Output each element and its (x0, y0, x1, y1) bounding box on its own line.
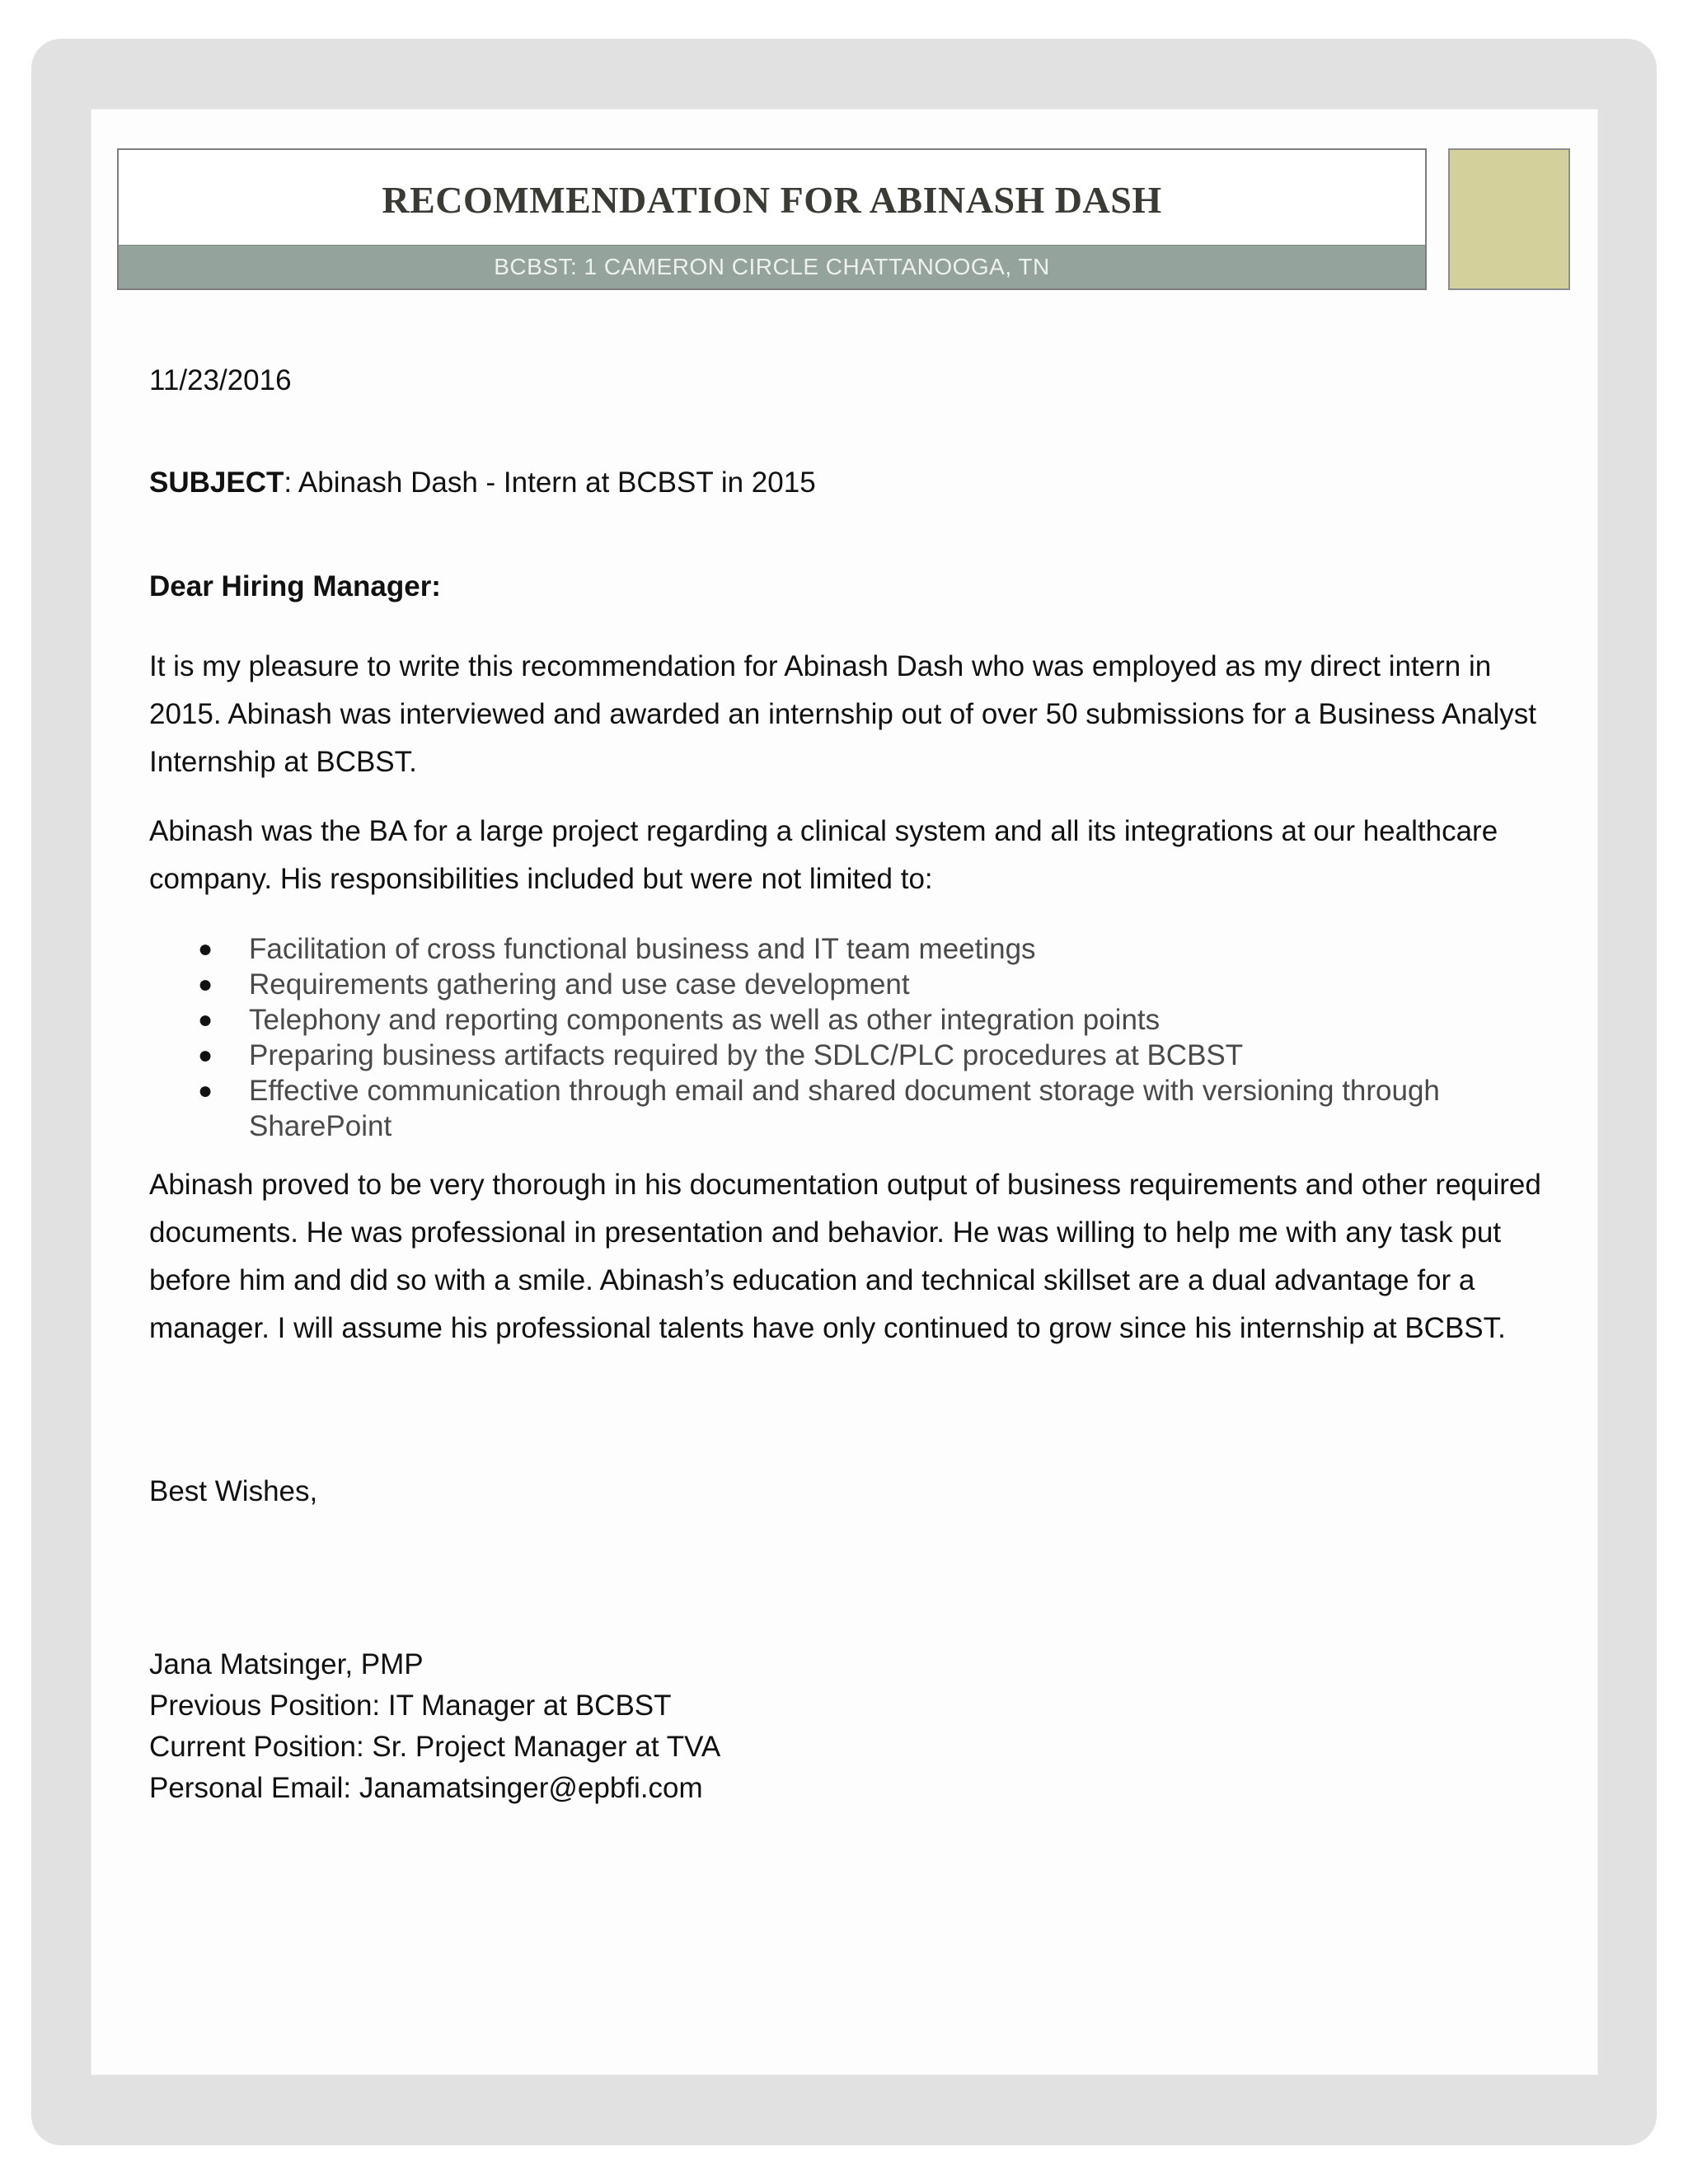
document-title: RECOMMENDATION FOR ABINASH DASH (382, 179, 1162, 221)
letter-date: 11/23/2016 (149, 364, 292, 396)
list-item (198, 1002, 1484, 1038)
list-item-text: Requirements gathering and use case development (249, 968, 910, 1001)
list-item (198, 967, 1484, 1002)
bullet-icon: ● (198, 1006, 213, 1033)
list-item-text: Telephony and reporting components as well as other integration points (249, 1004, 1160, 1036)
current-position: Current Position: Sr. Project Manager at TVA (149, 1731, 721, 1763)
responsibilities-list (198, 931, 1484, 1144)
subject-line (149, 459, 816, 507)
list-item-text: Preparing business artifacts required by the SDLC/PLC procedures at BCBST (249, 1039, 1244, 1071)
bullet-icon: ● (198, 1042, 213, 1069)
signer-name: Jana Matsinger, PMP (149, 1648, 424, 1680)
subject-text: : Abinash Dash - Intern at BCBST in 2015 (284, 466, 816, 499)
body-paragraph-3: Abinash proved to be very thorough in his documentation output of business requirements and other required documents. He was professional in presentation and behavior. He was willing to help me with any task put before him and did so with a smile. Abinash’s education and technical skillset are a dual advantage for a manager. I will assume his professional talents have only continued to grow since his internship at BCBST. (149, 1169, 1541, 1344)
signature-block (149, 1644, 720, 1809)
list-item (198, 931, 1484, 967)
subject-label: SUBJECT (149, 466, 284, 499)
bullet-icon: ● (198, 935, 213, 963)
letter-header (117, 148, 1427, 290)
closing: Best Wishes, (149, 1475, 318, 1507)
list-item (198, 1073, 1484, 1144)
previous-position: Previous Position: IT Manager at BCBST (149, 1690, 672, 1722)
salutation: Dear Hiring Manager: (149, 570, 441, 602)
bullet-icon: ● (198, 1077, 213, 1104)
list-item-text: Effective communication through email and shared document storage with versioning through SharePoint (249, 1075, 1440, 1142)
personal-email: Personal Email: Janamatsinger@epbfi.com (149, 1772, 703, 1804)
decorative-accent-square (1448, 148, 1570, 290)
company-address: BCBST: 1 CAMERON CIRCLE CHATTANOOGA, TN (494, 254, 1050, 279)
body-paragraph-1: It is my pleasure to write this recommendation for Abinash Dash who was employed as my direct intern in 2015. Abinash was interviewed and awarded an internship out of over 50 submissions for a Business Analyst Internship at BCBST. (149, 650, 1536, 778)
bullet-icon: ● (198, 971, 213, 998)
address-bar (119, 245, 1425, 288)
list-item (198, 1038, 1484, 1073)
body-paragraph-2: Abinash was the BA for a large project regarding a clinical system and all its integrations at our healthcare company. His responsibilities included but were not limited to: (149, 815, 1498, 895)
list-item-text: Facilitation of cross functional business and IT team meetings (249, 933, 1036, 965)
